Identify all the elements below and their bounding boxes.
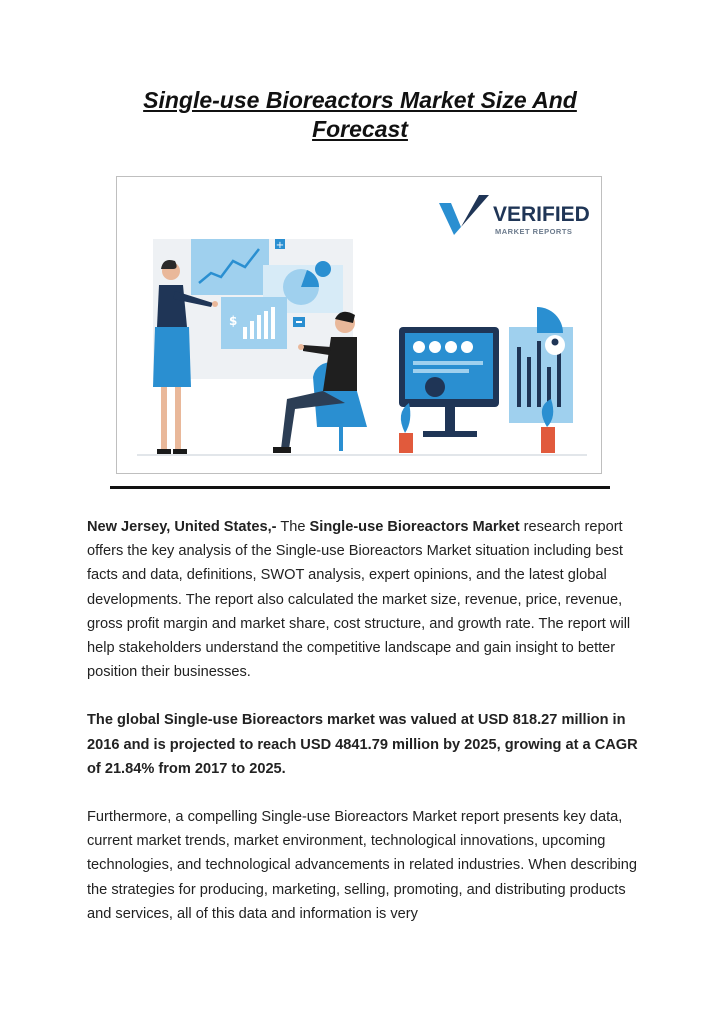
illustration-figure <box>116 176 602 474</box>
hand <box>298 344 304 350</box>
bar <box>271 307 275 339</box>
intro-text: The <box>276 519 310 535</box>
dollar-icon: $ <box>229 314 238 328</box>
screen-gauge <box>425 377 445 397</box>
monitor-stand <box>445 405 455 433</box>
verified-logo <box>439 195 590 236</box>
chair-leg <box>339 427 343 451</box>
intro-paragraph <box>87 515 647 684</box>
bar <box>250 321 254 339</box>
furthermore-paragraph: Furthermore, a compelling Single-use Bioreactors Market report presents key data, current market trends, market environment, technological innovations, upcoming technologies, and technological advancements in related industries. When describing the strategies for producing, marketing, selling, promoting, and distributing products and services, all of this data and information is very <box>87 809 638 922</box>
bar <box>527 357 531 407</box>
pie-dot <box>315 261 331 277</box>
screen-dot <box>445 341 457 353</box>
bar <box>557 353 561 407</box>
bar-tower <box>509 307 573 423</box>
screen-line <box>413 369 469 373</box>
monitor-base <box>423 431 477 437</box>
title-line-1: Single-use Bioreactors Market Size And <box>143 87 577 113</box>
screen-line <box>413 361 483 365</box>
leaf <box>401 403 411 433</box>
shoe <box>273 447 291 453</box>
bar <box>264 311 268 339</box>
divider-rule <box>110 486 610 489</box>
screen-dot <box>461 341 473 353</box>
market-value-paragraph: The global Single-use Bioreactors market was valued at USD 818.27 million in 2016 and is projected to reach USD 4841.79 million by 2025, growing at a CAGR of 21.84% from 2017 to 2025. <box>87 712 638 777</box>
shoe <box>157 449 171 454</box>
jacket <box>157 285 187 327</box>
market-name: Single-use Bioreactors Market <box>309 519 520 535</box>
minus-icon <box>296 321 302 323</box>
title-line-2: Forecast <box>312 116 408 142</box>
plant-pot <box>399 433 413 453</box>
bar <box>537 341 541 407</box>
leg <box>175 387 181 451</box>
logo-mark-left <box>439 203 461 235</box>
plant-pot <box>541 427 555 453</box>
bar <box>257 315 261 339</box>
bar <box>243 327 247 339</box>
dashboard-monitor <box>399 327 499 437</box>
shoe <box>173 449 187 454</box>
market-illustration <box>117 177 602 474</box>
quarter-circle <box>537 307 563 333</box>
report-body <box>87 515 647 926</box>
leg <box>161 387 167 451</box>
bar <box>517 347 521 407</box>
intro-text-continued: research report offers the key analysis of the Single-use Bioreactors Market situation including best facts and data, definitions, SWOT analysis, expert opinions, and the latest global developments. The report also calculated the market size, revenue, price, revenue, gross profit margin and market share, cost structure, and growth rate. The report will help stakeholders understand the competitive landscape and gain insight to better position their businesses. <box>87 519 631 681</box>
document-title <box>0 86 720 144</box>
logo-sub-text: MARKET REPORTS <box>495 227 573 236</box>
user-icon <box>552 339 559 346</box>
hand <box>212 301 218 307</box>
screen-dot <box>429 341 441 353</box>
logo-brand-text: VERIFIED <box>493 203 590 226</box>
skirt <box>153 327 191 387</box>
location-dateline: New Jersey, United States,- <box>87 519 277 535</box>
screen-dot <box>413 341 425 353</box>
plus-icon: + <box>275 240 285 251</box>
